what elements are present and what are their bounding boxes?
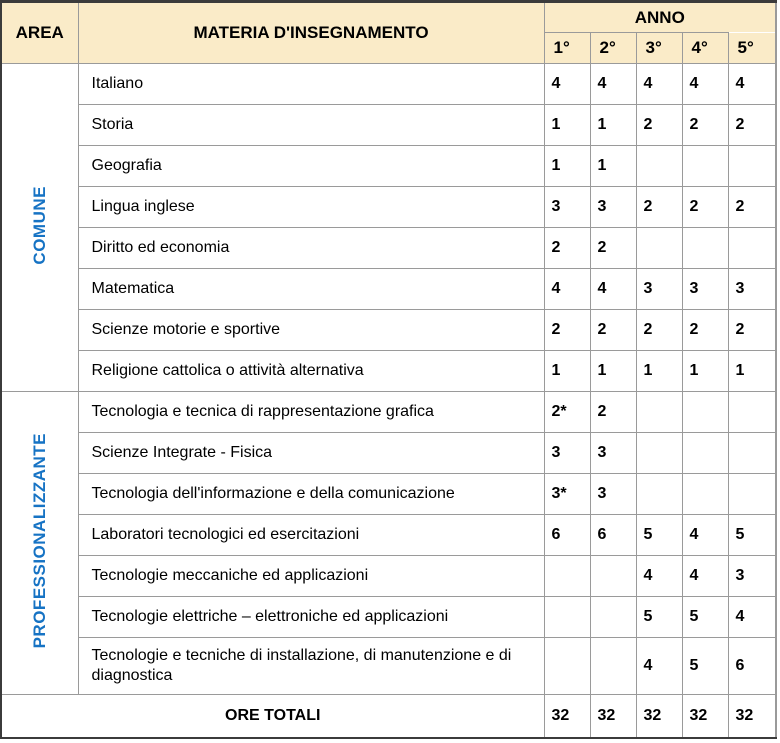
hours-cell: 4 xyxy=(682,515,728,556)
hours-cell: 4 xyxy=(636,638,682,695)
table-row xyxy=(1,556,776,597)
hours-cell: 2* xyxy=(544,392,590,433)
hours-cell: 4 xyxy=(590,64,636,105)
year-header-3: 3° xyxy=(636,33,682,64)
hours-cell: 3 xyxy=(544,187,590,228)
hours-cell: 3 xyxy=(590,433,636,474)
hours-cell: 1 xyxy=(544,146,590,187)
hours-cell: 2 xyxy=(590,228,636,269)
hours-cell: 4 xyxy=(682,64,728,105)
table-row xyxy=(1,146,776,187)
subject-cell: Religione cattolica o attività alternativa xyxy=(78,351,544,392)
table-row xyxy=(1,433,776,474)
hours-cell: 2 xyxy=(590,392,636,433)
subject-cell: Storia xyxy=(78,105,544,146)
subject-cell: Tecnologie elettriche – elettroniche ed applicazioni xyxy=(78,597,544,638)
subject-cell: Matematica xyxy=(78,269,544,310)
year-header-2: 2° xyxy=(590,33,636,64)
hours-cell: 1 xyxy=(682,351,728,392)
hours-cell: 4 xyxy=(636,556,682,597)
total-hours-cell: 32 xyxy=(544,695,590,738)
hours-cell: 4 xyxy=(728,597,776,638)
hours-cell: 5 xyxy=(636,597,682,638)
subject-cell: Geografia xyxy=(78,146,544,187)
subject-cell: Tecnologie meccaniche ed applicazioni xyxy=(78,556,544,597)
table-row xyxy=(1,638,776,695)
hours-cell xyxy=(636,474,682,515)
hours-cell: 2 xyxy=(682,187,728,228)
hours-cell xyxy=(636,228,682,269)
hours-cell: 2 xyxy=(636,310,682,351)
subject-cell: Diritto ed economia xyxy=(78,228,544,269)
hours-cell: 1 xyxy=(728,351,776,392)
hours-cell: 3* xyxy=(544,474,590,515)
hours-cell: 6 xyxy=(728,638,776,695)
hours-cell: 2 xyxy=(728,187,776,228)
table-row xyxy=(1,187,776,228)
hours-cell: 4 xyxy=(682,556,728,597)
table-row xyxy=(1,597,776,638)
table-header xyxy=(1,2,776,64)
hours-cell xyxy=(728,474,776,515)
table-row xyxy=(1,515,776,556)
hours-cell: 3 xyxy=(590,474,636,515)
hours-cell: 2 xyxy=(544,310,590,351)
column-header-materia: MATERIA D'INSEGNAMENTO xyxy=(78,2,544,64)
subject-cell: Scienze motorie e sportive xyxy=(78,310,544,351)
hours-cell: 2 xyxy=(728,105,776,146)
hours-cell xyxy=(544,597,590,638)
hours-cell: 3 xyxy=(590,187,636,228)
hours-cell: 1 xyxy=(590,351,636,392)
hours-cell xyxy=(728,228,776,269)
hours-cell: 1 xyxy=(590,105,636,146)
hours-cell: 3 xyxy=(682,269,728,310)
hours-cell: 5 xyxy=(728,515,776,556)
subject-cell: Scienze Integrate - Fisica xyxy=(78,433,544,474)
hours-cell: 1 xyxy=(544,351,590,392)
hours-cell: 2 xyxy=(590,310,636,351)
hours-cell: 5 xyxy=(682,638,728,695)
header-row-1 xyxy=(1,2,776,33)
hours-cell xyxy=(636,433,682,474)
hours-cell xyxy=(590,597,636,638)
subject-cell: Tecnologie e tecniche di installazione, di manutenzione e di diagnostica xyxy=(78,638,544,695)
table-row xyxy=(1,310,776,351)
subject-cell: Laboratori tecnologici ed esercitazioni xyxy=(78,515,544,556)
area-label-professionalizzante-text: PROFESSIONALIZZANTE xyxy=(29,432,49,649)
table-row xyxy=(1,392,776,433)
table-row xyxy=(1,474,776,515)
subject-cell: Lingua inglese xyxy=(78,187,544,228)
table-row xyxy=(1,105,776,146)
hours-cell: 6 xyxy=(590,515,636,556)
hours-cell xyxy=(682,433,728,474)
table-row xyxy=(1,228,776,269)
column-header-area: AREA xyxy=(1,2,78,64)
hours-cell: 4 xyxy=(544,269,590,310)
hours-cell: 2 xyxy=(636,187,682,228)
table-row xyxy=(1,351,776,392)
table-body xyxy=(1,64,776,738)
year-header-4: 4° xyxy=(682,33,728,64)
hours-cell: 2 xyxy=(636,105,682,146)
total-hours-cell: 32 xyxy=(728,695,776,738)
hours-cell xyxy=(728,433,776,474)
year-header-1: 1° xyxy=(544,33,590,64)
totals-row xyxy=(1,695,776,738)
hours-cell xyxy=(636,392,682,433)
hours-cell: 1 xyxy=(544,105,590,146)
hours-cell: 6 xyxy=(544,515,590,556)
hours-cell xyxy=(682,392,728,433)
table-row xyxy=(1,64,776,105)
area-label-comune xyxy=(1,64,78,392)
hours-cell: 4 xyxy=(636,64,682,105)
area-label-comune-text: COMUNE xyxy=(29,185,49,265)
subject-cell: Italiano xyxy=(78,64,544,105)
hours-cell xyxy=(636,146,682,187)
hours-cell xyxy=(728,146,776,187)
hours-cell: 2 xyxy=(544,228,590,269)
hours-cell: 1 xyxy=(590,146,636,187)
total-hours-cell: 32 xyxy=(682,695,728,738)
hours-cell: 3 xyxy=(728,269,776,310)
hours-cell: 1 xyxy=(636,351,682,392)
column-header-anno: ANNO xyxy=(544,2,776,33)
hours-cell: 2 xyxy=(728,310,776,351)
hours-cell xyxy=(544,556,590,597)
hours-cell: 5 xyxy=(636,515,682,556)
hours-cell xyxy=(682,474,728,515)
subject-cell: Tecnologia e tecnica di rappresentazione grafica xyxy=(78,392,544,433)
hours-cell: 4 xyxy=(728,64,776,105)
hours-cell xyxy=(544,638,590,695)
totals-label: ORE TOTALI xyxy=(1,695,544,738)
area-label-professionalizzante xyxy=(1,392,78,695)
hours-cell xyxy=(728,392,776,433)
year-header-5: 5° xyxy=(728,33,776,64)
hours-cell xyxy=(682,228,728,269)
hours-cell: 3 xyxy=(544,433,590,474)
hours-cell: 4 xyxy=(590,269,636,310)
hours-cell: 2 xyxy=(682,310,728,351)
subject-cell: Tecnologia dell'informazione e della comunicazione xyxy=(78,474,544,515)
total-hours-cell: 32 xyxy=(590,695,636,738)
hours-cell xyxy=(590,556,636,597)
hours-cell xyxy=(682,146,728,187)
total-hours-cell: 32 xyxy=(636,695,682,738)
hours-cell: 2 xyxy=(682,105,728,146)
table-row xyxy=(1,269,776,310)
hours-cell: 3 xyxy=(728,556,776,597)
hours-cell: 4 xyxy=(544,64,590,105)
hours-cell xyxy=(590,638,636,695)
hours-cell: 3 xyxy=(636,269,682,310)
hours-cell: 5 xyxy=(682,597,728,638)
